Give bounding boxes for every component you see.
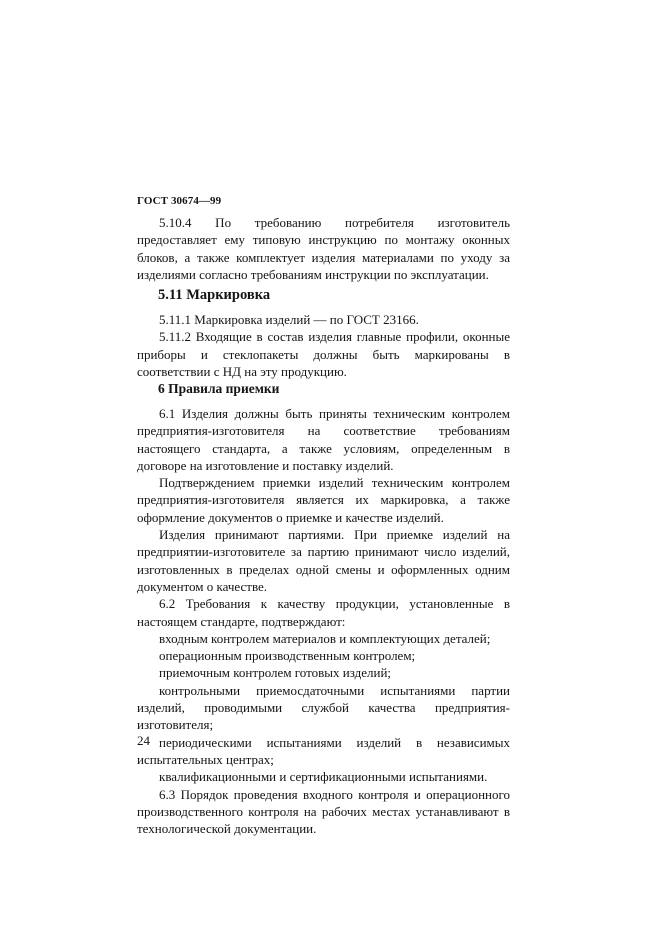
section-heading-5-11: 5.11 Маркировка	[158, 287, 271, 303]
paragraph-5-11-1: 5.11.1 Маркировка изделий — по ГОСТ 23166.	[159, 312, 419, 327]
list-item-qualification-tests: квалификационными и сертификационными испытаниями.	[159, 769, 488, 785]
section-heading-6: 6 Правила приемки	[158, 381, 280, 396]
paragraph-block-5-11	[137, 311, 510, 380]
paragraph-block-6	[137, 405, 510, 837]
list-item-batch-tests: контрольными приемосдаточными испытаниями партии изделий, проводимыми службой качества предприятия-изготовителя;	[137, 682, 510, 733]
paragraph-6-3: 6.3 Порядок проведения входного контроля и операционного производственного контроля на рабочих местах устанавливают в технологической документации.	[137, 786, 510, 837]
paragraph-5-11-2: 5.11.2 Входящие в состав изделия главные профили, оконные приборы и стеклопакеты должны быть маркированы в соответствии с НД на эту продукцию.	[137, 329, 510, 379]
list-item-incoming-control: входным контролем материалов и комплектующих деталей;	[159, 630, 491, 646]
paragraph-batches: Изделия принимают партиями. При приемке изделий на предприятии-изготовителе за партию принимают число изделий, изготовленных в пределах одной смены и оформленных одним документом о качестве.	[137, 527, 510, 594]
standard-header: ГОСТ 30674—99	[137, 195, 222, 207]
page-number: 24	[137, 733, 150, 748]
paragraph-5-10-4: 5.10.4 По требованию потребителя изготовитель предоставляет ему типовую инструкцию по монтажу оконных блоков, а также комплектует изделия материалами по уходу за изделиями согласно требованиям инструкции по эксплуатации.	[137, 215, 510, 282]
paragraph-block-5-10-4	[137, 214, 510, 283]
paragraph-6-2: 6.2 Требования к качеству продукции, установленные в настоящем стандарте, подтверждают:	[137, 596, 510, 629]
list-item-acceptance-control: приемочным контролем готовых изделий;	[159, 665, 392, 681]
list-item-periodic-tests: периодическими испытаниями изделий в независимых испытательных центрах;	[137, 734, 510, 767]
paragraph-6-1: 6.1 Изделия должны быть приняты техническим контролем предприятия-изготовителя на соответствие требованиям настоящего стандарта, а также условиям, определенным в договоре на изготовление и поставку изделий.	[137, 406, 510, 473]
list-item-operational-control: операционным производственным контролем;	[159, 648, 416, 664]
paragraph-acceptance-confirmation: Подтверждением приемки изделий техническим контролем предприятия-изготовителя является их маркировка, а также оформление документов о приемке и качестве изделий.	[137, 475, 510, 525]
